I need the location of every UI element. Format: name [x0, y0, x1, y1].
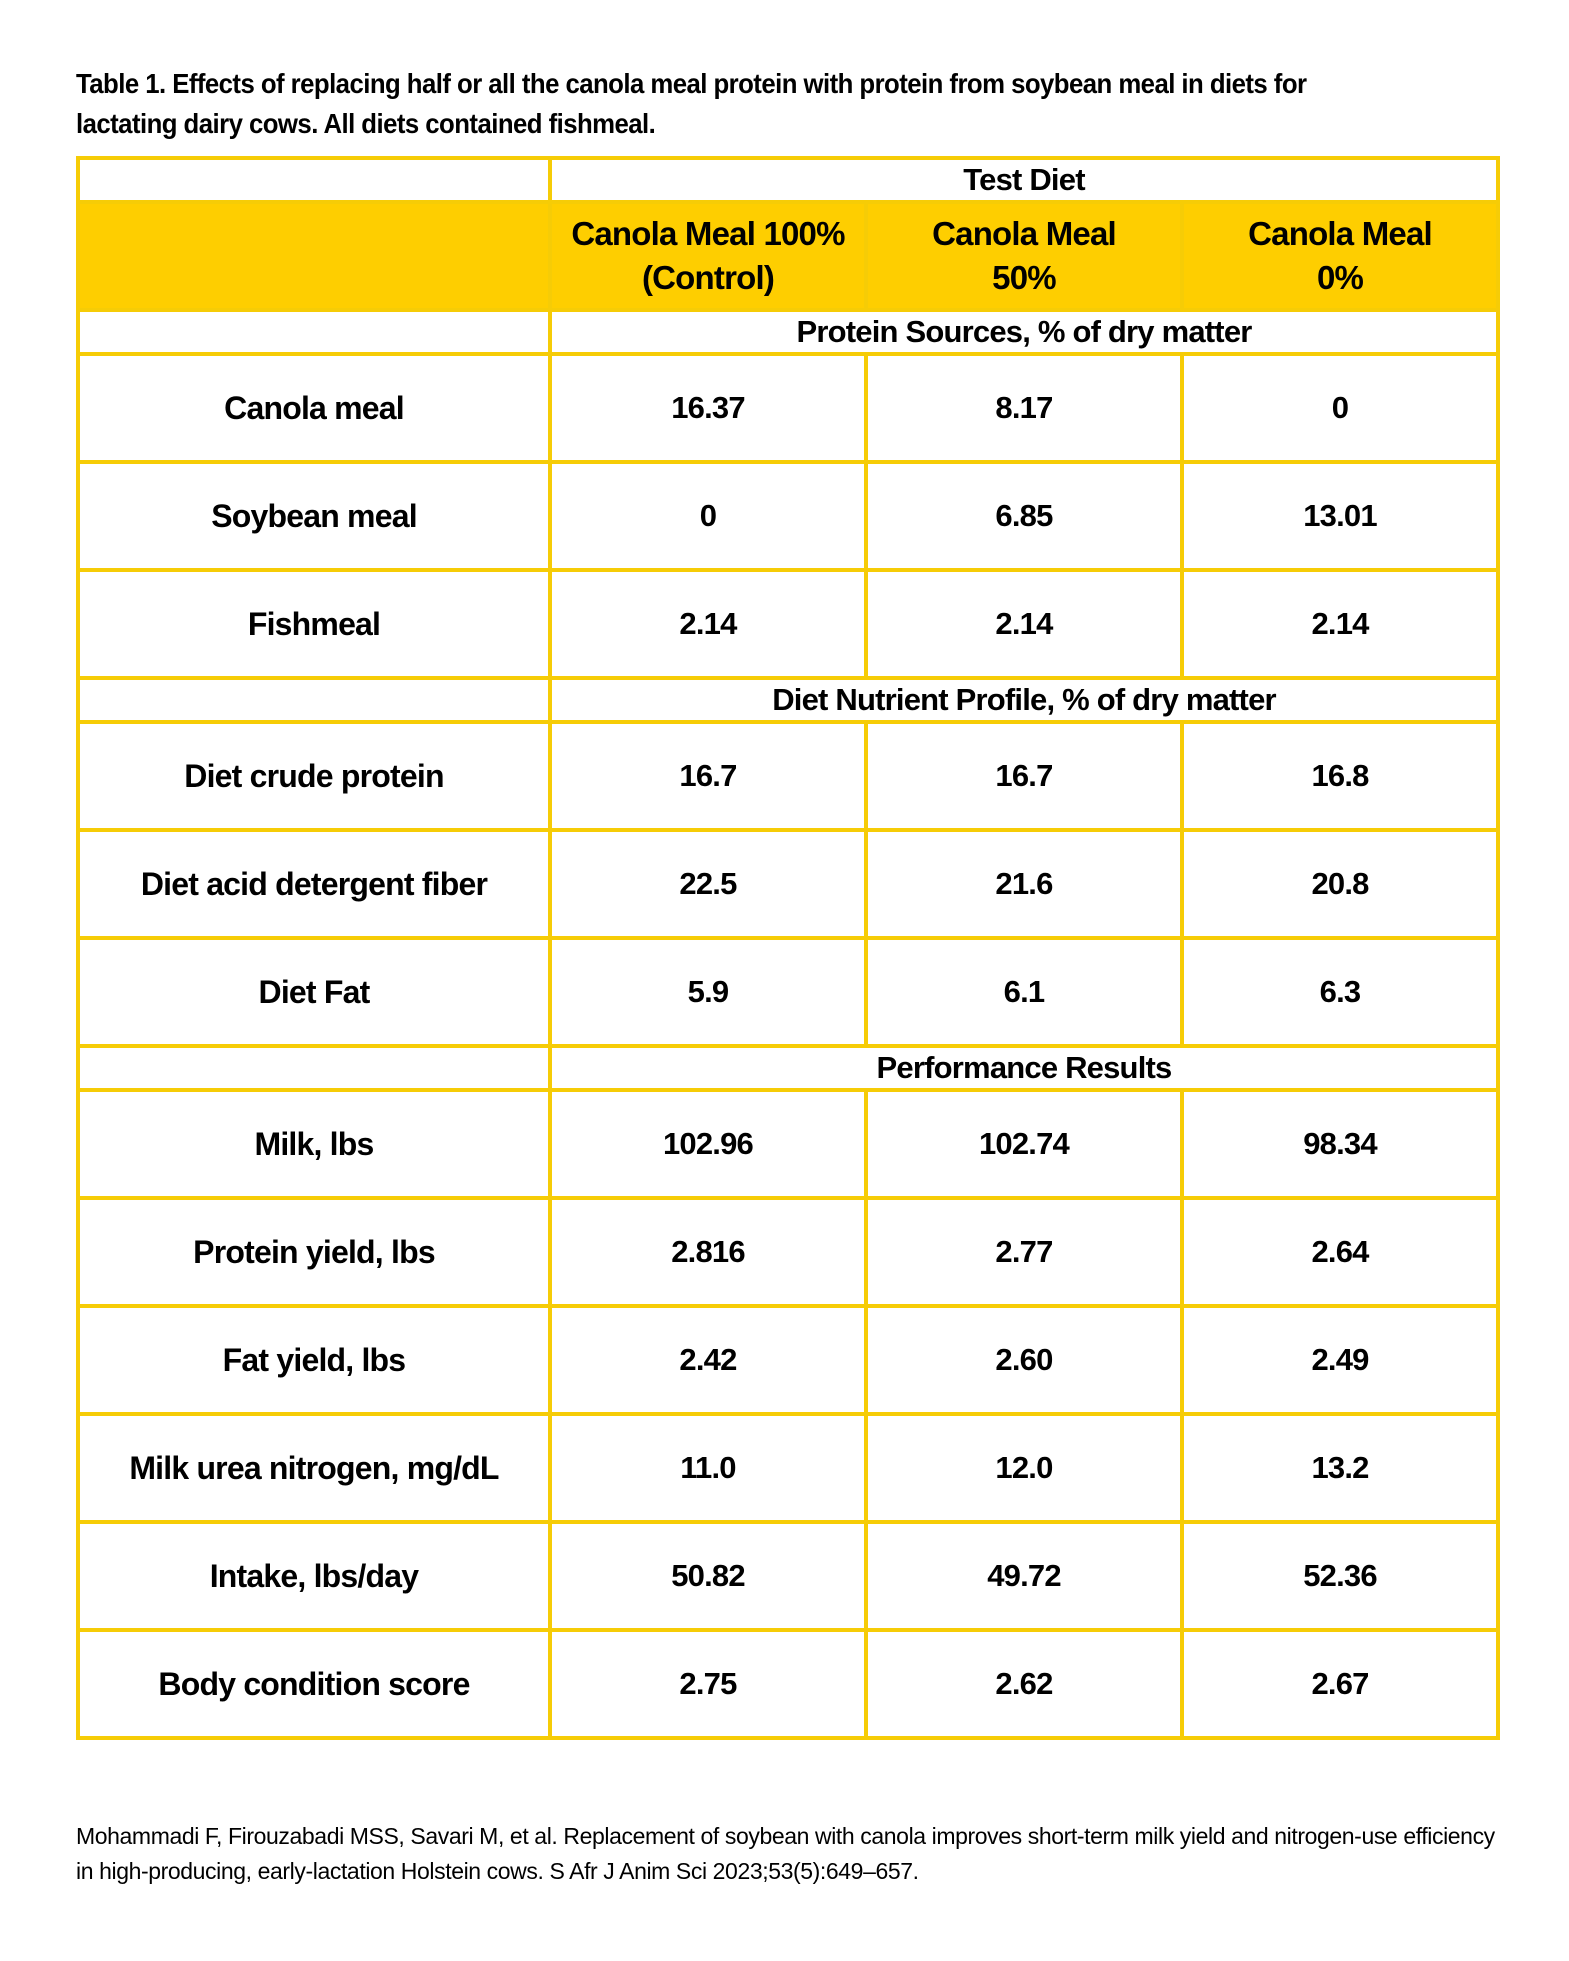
table-caption: Table 1. Effects of replacing half or all the canola meal protein with protein from soybean meal in diets for lactating dairy cows. All diets contained fishmeal. — [76, 68, 1307, 139]
empty-cell — [78, 678, 550, 722]
value-cell: 98.34 — [1182, 1090, 1498, 1198]
value-cell: 6.85 — [866, 462, 1182, 570]
value-cell: 2.14 — [550, 570, 866, 678]
section-title: Protein Sources, % of dry matter — [550, 310, 1498, 354]
table-row — [78, 1630, 1498, 1738]
value-cell: 21.6 — [866, 830, 1182, 938]
section-header-row — [78, 310, 1498, 354]
value-cell: 12.0 — [866, 1414, 1182, 1522]
row-label: Milk urea nitrogen, mg/dL — [78, 1414, 550, 1522]
value-cell: 13.2 — [1182, 1414, 1498, 1522]
empty-header-cell — [78, 202, 550, 310]
row-label: Fat yield, lbs — [78, 1306, 550, 1414]
section-title: Diet Nutrient Profile, % of dry matter — [550, 678, 1498, 722]
value-cell: 102.96 — [550, 1090, 866, 1198]
value-cell: 8.17 — [866, 354, 1182, 462]
value-cell: 16.7 — [550, 722, 866, 830]
value-cell: 2.42 — [550, 1306, 866, 1414]
value-cell: 6.3 — [1182, 938, 1498, 1046]
value-cell: 13.01 — [1182, 462, 1498, 570]
value-cell: 16.37 — [550, 354, 866, 462]
row-label: Protein yield, lbs — [78, 1198, 550, 1306]
results-table — [76, 156, 1500, 1740]
section-header-row — [78, 678, 1498, 722]
value-cell: 2.75 — [550, 1630, 866, 1738]
table-row — [78, 1306, 1498, 1414]
row-label: Diet Fat — [78, 938, 550, 1046]
table-row — [78, 1414, 1498, 1522]
section-header-row — [78, 1046, 1498, 1090]
value-cell: 6.1 — [866, 938, 1182, 1046]
column-header-line1: Canola Meal 100% — [571, 215, 845, 252]
value-cell: 52.36 — [1182, 1522, 1498, 1630]
value-cell: 5.9 — [550, 938, 866, 1046]
empty-cell — [78, 1046, 550, 1090]
test-diet-header: Test Diet — [550, 158, 1498, 202]
table-row — [78, 570, 1498, 678]
table-row — [78, 722, 1498, 830]
table-row — [78, 1522, 1498, 1630]
value-cell: 2.62 — [866, 1630, 1182, 1738]
column-header-canola-50 — [866, 202, 1182, 310]
test-diet-row — [78, 158, 1498, 202]
value-cell: 2.14 — [1182, 570, 1498, 678]
value-cell: 2.49 — [1182, 1306, 1498, 1414]
column-header-row — [78, 202, 1498, 310]
value-cell: 2.14 — [866, 570, 1182, 678]
column-header-line2: (Control) — [641, 259, 775, 296]
value-cell: 2.64 — [1182, 1198, 1498, 1306]
row-label: Fishmeal — [78, 570, 550, 678]
row-label: Canola meal — [78, 354, 550, 462]
value-cell: 16.7 — [866, 722, 1182, 830]
table-row — [78, 354, 1498, 462]
table-row — [78, 462, 1498, 570]
column-header-line1: Canola Meal — [932, 215, 1116, 252]
column-header-canola-100 — [550, 202, 866, 310]
column-header-line2: 50% — [992, 259, 1056, 296]
table-row — [78, 1198, 1498, 1306]
value-cell: 49.72 — [866, 1522, 1182, 1630]
column-header-line1: Canola Meal — [1248, 215, 1432, 252]
column-header-line2: 0% — [1316, 259, 1364, 296]
value-cell: 22.5 — [550, 830, 866, 938]
value-cell: 2.60 — [866, 1306, 1182, 1414]
row-label: Intake, lbs/day — [78, 1522, 550, 1630]
value-cell: 16.8 — [1182, 722, 1498, 830]
empty-cell — [78, 310, 550, 354]
table-row — [78, 938, 1498, 1046]
column-header-canola-0 — [1182, 202, 1498, 310]
value-cell: 20.8 — [1182, 830, 1498, 938]
row-label: Diet crude protein — [78, 722, 550, 830]
table-row — [78, 830, 1498, 938]
value-cell: 2.77 — [866, 1198, 1182, 1306]
citation-footer: Mohammadi F, Firouzabadi MSS, Savari M, et al. Replacement of soybean with canola improves short-term milk yield and nitrogen-use efficiency in high-producing, early-lactation Holstein cows. S Afr J Anim Sci 2023;53(5):649–657. — [76, 1823, 1495, 1884]
value-cell: 0 — [1182, 354, 1498, 462]
value-cell: 0 — [550, 462, 866, 570]
value-cell: 11.0 — [550, 1414, 866, 1522]
value-cell: 2.67 — [1182, 1630, 1498, 1738]
row-label: Soybean meal — [78, 462, 550, 570]
section-title: Performance Results — [550, 1046, 1498, 1090]
row-label: Milk, lbs — [78, 1090, 550, 1198]
row-label: Diet acid detergent fiber — [78, 830, 550, 938]
value-cell: 50.82 — [550, 1522, 866, 1630]
empty-cell — [78, 158, 550, 202]
value-cell: 102.74 — [866, 1090, 1182, 1198]
value-cell: 2.816 — [550, 1198, 866, 1306]
table-row — [78, 1090, 1498, 1198]
row-label: Body condition score — [78, 1630, 550, 1738]
